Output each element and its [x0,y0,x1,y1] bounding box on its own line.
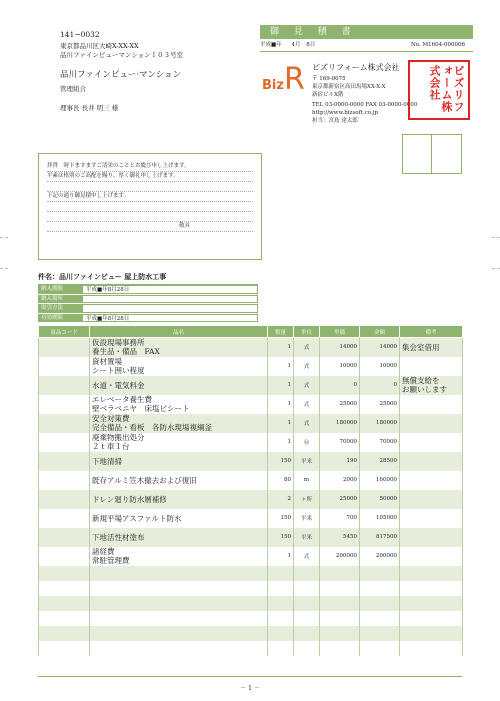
greeting-box [38,153,262,260]
company-name: ビズリフォーム株式会社 [312,63,400,72]
cell-note: 無償支給を お願いします [400,376,463,395]
fold-mark [492,268,500,269]
info-key: 納入期限 [38,285,83,294]
page-number: － 1 － [240,685,260,692]
info-key: 納入場所 [38,295,83,304]
estimate-month: 4月 [291,42,301,48]
cell-qty [268,641,294,656]
cell-price: 70000 [320,433,360,452]
cell-price: 5450 [320,528,360,547]
cell-name: エレベータ養生費 壁ベラベニヤ 床塩ビシート [90,395,268,414]
info-value: 平成■年8月28日 [83,314,258,323]
cell-name: 新規平場アスファルト防水 [90,509,268,528]
cell-qty: 1 [268,414,294,433]
cell-note [400,596,463,611]
cell-price [320,611,360,626]
cell-code [39,471,90,490]
cell-amount [360,641,400,656]
cell-code [39,581,90,596]
cell-name: 資材置場 シート囲い程度 [90,357,268,376]
table-bottom-border [38,676,462,677]
estimate-era: 平成 [260,42,272,48]
cell-price [320,626,360,641]
estimate-year: ■年 [271,42,282,48]
cell-name: 下地活性材塗布 [90,528,268,547]
recipient-person: 理事長 長井 明三 様 [60,104,119,112]
company-address1: 東京都新宿区高田馬場XX-X-X [312,84,386,90]
cell-price: 25000 [320,490,360,509]
cell-name: 諸経費 常駐管理費 [90,547,268,566]
estimate-number: No. M1604-000006 [410,42,465,48]
cell-note [400,471,463,490]
info-value: 平成■年8月28日 [83,285,258,294]
cell-unit [294,611,320,626]
table-row [39,641,463,656]
cell-amount: 0 [360,376,400,395]
info-key: 有効期限 [38,314,83,323]
cell-amount: 50000 [360,490,400,509]
recipient-address1: 東京都品川区大崎X-XX-XX [60,42,139,50]
cell-note [400,433,463,452]
cell-price: 700 [320,509,360,528]
approval-stamp-box [402,134,462,174]
cell-price: 2000 [320,471,360,490]
cell-note [400,566,463,581]
table-row [39,376,463,395]
table-row [39,596,463,611]
cell-unit: 平米 [294,509,320,528]
cell-amount [360,596,400,611]
cell-name: 安全対策費 完全備品・看板 各防水現場複綱釜 [90,414,268,433]
cell-unit: m [294,471,320,490]
company-tel-fax: TEL 03-0000-0000 FAX 03-0000-0000 [312,102,418,108]
cell-note [400,611,463,626]
cell-code [39,566,90,581]
fold-mark [0,268,8,269]
table-row [39,414,463,433]
logo-biz-text: Biz [262,78,284,93]
cell-unit: 台 [294,433,320,452]
cell-note [400,641,463,656]
cell-qty: 150 [268,509,294,528]
cell-qty: 150 [268,452,294,471]
cell-name: 既存アルミ笠木撤去および復旧 [90,471,268,490]
cell-code [39,596,90,611]
cell-unit [294,596,320,611]
recipient-name: 品川ファインビュー·マンション [60,70,182,80]
table-row [39,433,463,452]
cell-price: 14000 [320,338,360,357]
cell-unit [294,581,320,596]
cell-unit: 式 [294,414,320,433]
table-row [39,566,463,581]
cell-code [39,509,90,528]
cell-note [400,395,463,414]
cell-price [320,641,360,656]
header-unit: 単位 [294,326,320,338]
cell-qty: 80 [268,471,294,490]
cell-code [39,547,90,566]
cell-amount: 160000 [360,471,400,490]
cell-code [39,376,90,395]
fold-mark [0,237,8,238]
cell-note [400,581,463,596]
cell-name: 仮設現場事務所 養生品・備品 FAX [90,338,268,357]
cell-note [400,357,463,376]
cell-unit: 式 [294,547,320,566]
recipient-block [60,30,183,112]
logo-r-letter: R [284,62,305,97]
cell-price: 10000 [320,357,360,376]
header-price: 単価 [320,326,360,338]
cell-unit: 式 [294,357,320,376]
company-url: http://www.bizsoft.co.jp [312,110,378,116]
estimate-date-row [260,39,473,52]
estimate-title: 御 見 積 書 [260,25,473,39]
header-amount: 金額 [360,326,400,338]
cell-amount: 10000 [360,357,400,376]
cell-code [39,357,90,376]
cell-note [400,626,463,641]
info-value [83,304,258,313]
table-row [39,611,463,626]
cell-note [400,490,463,509]
cell-unit: 平米 [294,452,320,471]
cell-note [400,547,463,566]
fold-mark [492,237,500,238]
cell-qty: 2 [268,490,294,509]
table-row [39,395,463,414]
cell-unit: 式 [294,395,320,414]
project-title: 件名：品川ファインビュー 屋上防水工事 [38,270,258,285]
greeting-line-6 [47,212,253,222]
seal-text: ビズリフォーム株式会社 [428,65,465,113]
cell-name: 水道・電気料金 [90,376,268,395]
info-row [38,295,258,305]
cell-name [90,566,268,581]
table-row [39,357,463,376]
cell-amount: 180000 [360,414,400,433]
cell-qty: 150 [268,528,294,547]
cell-amount: 817500 [360,528,400,547]
cell-unit [294,566,320,581]
cell-amount: 14000 [360,338,400,357]
cell-qty: 1 [268,433,294,452]
company-staff: 担当：宮島 達太郎 [312,118,358,124]
cell-qty [268,611,294,626]
cell-unit [294,641,320,656]
cell-unit: 平米 [294,528,320,547]
table-row [39,452,463,471]
table-row [39,338,463,357]
cell-qty [268,566,294,581]
cell-name: ドレン廻り防水層補修 [90,490,268,509]
cell-code [39,414,90,433]
cell-price: 200000 [320,547,360,566]
cell-amount [360,626,400,641]
cell-name [90,641,268,656]
header-note: 備考 [400,326,463,338]
info-key: 取引方法 [38,304,83,313]
company-address2: 新宿ビルX階 [312,92,344,98]
cell-amount [360,611,400,626]
cell-amount: 25000 [360,395,400,414]
cell-name [90,611,268,626]
cell-code [39,433,90,452]
company-postal: 〒 169-0075 [312,76,346,82]
cell-code [39,626,90,641]
cell-unit [294,626,320,641]
cell-price: 25000 [320,395,360,414]
greeting-line-1: 拝啓 時下ますますご清栄のこととお慶び申し上げます。 [47,162,253,172]
info-row [38,314,258,324]
cell-amount [360,581,400,596]
project-info-table [38,285,258,323]
table-header-row [39,326,463,338]
cell-code [39,611,90,626]
cell-qty: 1 [268,547,294,566]
cell-note [400,414,463,433]
table-row [39,547,463,566]
estimate-table [38,325,463,656]
cell-price: 190 [320,452,360,471]
cell-code [39,528,90,547]
cell-note [400,452,463,471]
cell-amount: 70000 [360,433,400,452]
company-info [312,64,417,125]
cell-qty: 1 [268,395,294,414]
table-row [39,490,463,509]
recipient-postal: 141−0032 [60,30,100,39]
cell-amount [360,566,400,581]
info-row [38,304,258,314]
table-row [39,626,463,641]
company-seal [408,60,470,120]
cell-note [400,528,463,547]
cell-price: 0 [320,376,360,395]
cell-amount: 200000 [360,547,400,566]
cell-price [320,566,360,581]
recipient-department: 管理組合 [60,85,86,93]
cell-amount: 105000 [360,509,400,528]
company-logo [262,62,305,100]
cell-qty: 1 [268,376,294,395]
table-body [39,338,463,656]
cell-name: 廃棄物搬出処分 ２ｔ車１台 [90,433,268,452]
info-value [83,295,258,304]
cell-amount: 28500 [360,452,400,471]
cell-name [90,596,268,611]
cell-qty [268,596,294,611]
greeting-line-7: 敬具 [47,222,253,232]
cell-unit: 式 [294,338,320,357]
greeting-line-5 [47,202,253,212]
cell-note: 集会室借用 [400,338,463,357]
cell-name [90,581,268,596]
cell-code [39,490,90,509]
cell-code [39,395,90,414]
table-row [39,509,463,528]
cell-unit: 式 [294,376,320,395]
cell-code [39,338,90,357]
cell-price: 180000 [320,414,360,433]
estimate-day: 8日 [306,42,316,48]
info-row [38,285,258,295]
cell-unit: ヶ所 [294,490,320,509]
cell-qty [268,581,294,596]
stamp-box-divider [431,135,432,173]
header-qty: 数量 [268,326,294,338]
cell-qty [268,626,294,641]
header-code: 商品コード [39,326,90,338]
cell-price [320,596,360,611]
cell-qty: 1 [268,357,294,376]
cell-code [39,452,90,471]
header-name: 品名 [90,326,268,338]
table-row [39,581,463,596]
recipient-address2: 品川ファインビューマンション１０３号室 [60,51,184,59]
cell-note [400,509,463,528]
greeting-line-2: 平素は格別のご高配を賜り、厚く御礼申し上げます。 [47,172,253,182]
cell-code [39,641,90,656]
greeting-line-3 [47,182,253,192]
table-row [39,528,463,547]
table-row [39,471,463,490]
cell-name: 下地清掃 [90,452,268,471]
cell-price [320,581,360,596]
cell-qty: 1 [268,338,294,357]
cell-name [90,626,268,641]
greeting-line-4: 下記の通り御見積申し上げます。 [47,192,253,202]
